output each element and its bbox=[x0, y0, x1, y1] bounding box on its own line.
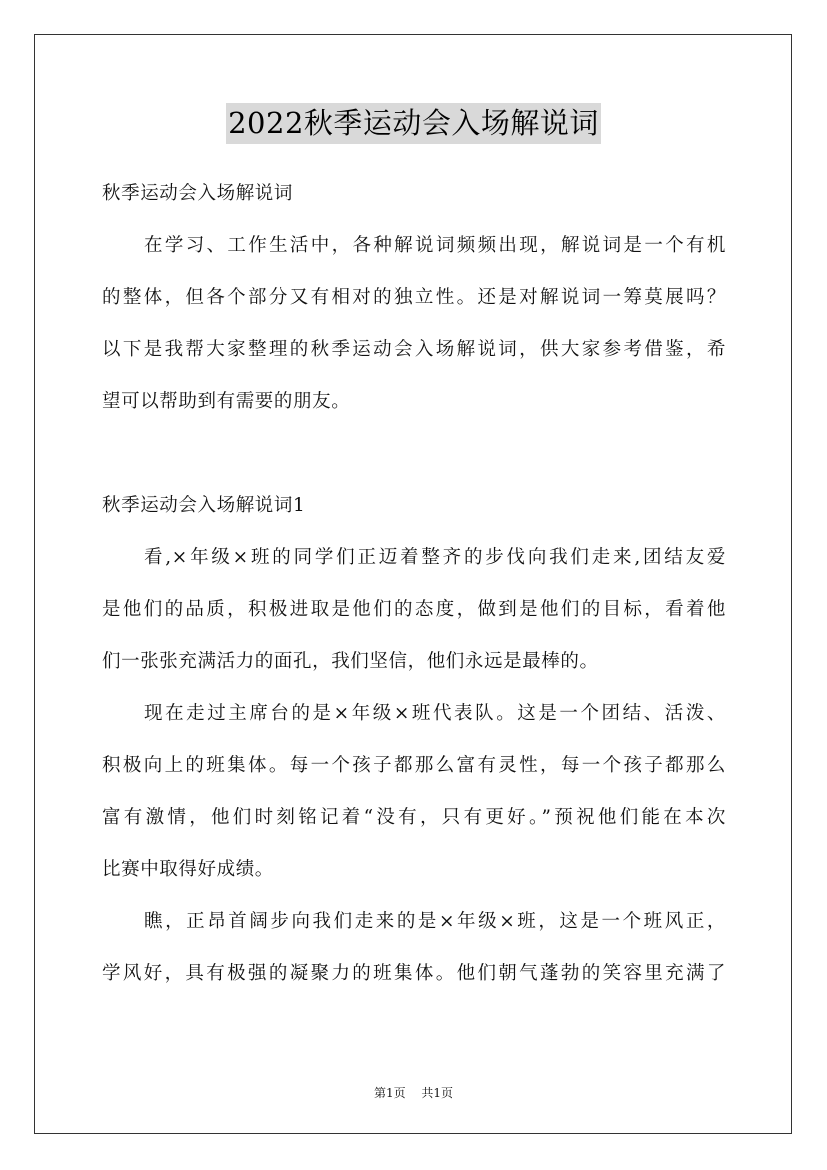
intro-paragraph bbox=[102, 220, 726, 428]
document-title-block bbox=[0, 103, 827, 144]
intro-line: 的整体，但各个部分又有相对的独立性。还是对解说词一筹莫展吗？ bbox=[102, 287, 726, 308]
paragraph-line: 现在走过主席台的是×年级×班代表队。这是一个团结、活泼、 bbox=[144, 703, 726, 724]
paragraph-line: 积极向上的班集体。每一个孩子都那么富有灵性，每一个孩子都那么 bbox=[102, 755, 726, 776]
body-paragraph-3 bbox=[102, 896, 726, 1000]
body-paragraph-2 bbox=[102, 688, 726, 896]
body-paragraph-1 bbox=[102, 532, 726, 688]
paragraph-line: 富有激情，他们时刻铭记着“没有，只有更好。”预祝他们能在本次 bbox=[102, 807, 726, 828]
intro-line: 望可以帮助到有需要的朋友。 bbox=[102, 391, 351, 412]
paragraph-line: 学风好，具有极强的凝聚力的班集体。他们朝气蓬勃的笑容里充满了 bbox=[102, 963, 726, 984]
section-heading: 秋季运动会入场解说词1 bbox=[102, 495, 306, 516]
paragraph-gap bbox=[102, 428, 726, 480]
page-footer bbox=[0, 1084, 827, 1101]
paragraph-line: 瞧，正昂首阔步向我们走来的是×年级×班，这是一个班风正， bbox=[144, 911, 726, 932]
paragraph-line: 是他们的品质，积极进取是他们的态度，做到是他们的目标，看着他 bbox=[102, 599, 726, 620]
paragraph-line: 看,×年级×班的同学们正迈着整齐的步伐向我们走来,团结友爱 bbox=[144, 547, 726, 568]
document-subtitle: 秋季运动会入场解说词 bbox=[102, 183, 294, 204]
intro-line: 以下是我帮大家整理的秋季运动会入场解说词，供大家参考借鉴，希 bbox=[102, 339, 726, 360]
page-number-current: 第1页 bbox=[373, 1086, 406, 1100]
document-title: 2022秋季运动会入场解说词 bbox=[226, 103, 601, 144]
intro-line: 在学习、工作生活中，各种解说词频频出现，解说词是一个有机 bbox=[144, 235, 726, 256]
paragraph-line: 们一张张充满活力的面孔，我们坚信，他们永远是最棒的。 bbox=[102, 651, 599, 672]
document-body bbox=[102, 168, 726, 1000]
paragraph-line: 比赛中取得好成绩。 bbox=[102, 859, 274, 880]
page-number-total: 共1页 bbox=[421, 1086, 454, 1100]
